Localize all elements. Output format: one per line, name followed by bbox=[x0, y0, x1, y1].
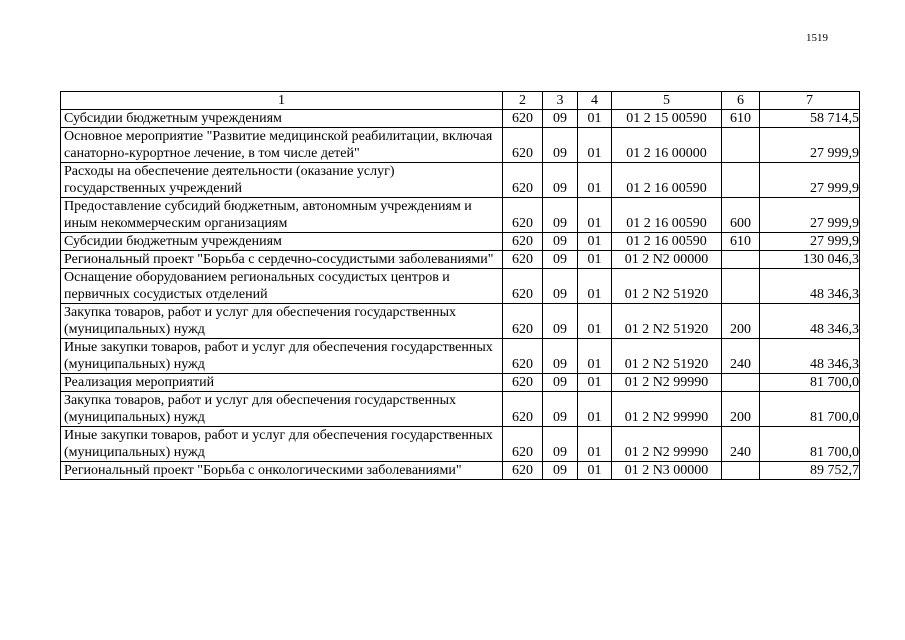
row-code-cell: 620 bbox=[503, 198, 543, 233]
row-subsection-cell: 01 bbox=[578, 233, 612, 251]
row-amount-cell: 48 346,3 bbox=[760, 304, 860, 339]
row-code-cell: 620 bbox=[503, 110, 543, 128]
row-subsection-cell: 01 bbox=[578, 304, 612, 339]
column-header: 7 bbox=[760, 92, 860, 110]
row-code-cell: 620 bbox=[503, 233, 543, 251]
row-name-cell: Закупка товаров, работ и услуг для обеспечения государственных (муниципальных) нужд bbox=[61, 304, 503, 339]
table-row bbox=[61, 128, 860, 163]
row-amount-cell: 81 700,0 bbox=[760, 392, 860, 427]
row-name-cell: Основное мероприятие "Развитие медицинской реабилитации, включая санаторно-курортное лечение, в том числе детей" bbox=[61, 128, 503, 163]
row-target-article-cell: 01 2 N2 51920 bbox=[612, 304, 722, 339]
row-code-cell: 620 bbox=[503, 251, 543, 269]
row-name-cell: Закупка товаров, работ и услуг для обеспечения государственных (муниципальных) нужд bbox=[61, 392, 503, 427]
row-code-cell: 620 bbox=[503, 374, 543, 392]
row-section-cell: 09 bbox=[543, 110, 578, 128]
column-header: 6 bbox=[722, 92, 760, 110]
row-name-cell: Реализация мероприятий bbox=[61, 374, 503, 392]
row-name-cell: Субсидии бюджетным учреждениям bbox=[61, 110, 503, 128]
row-subsection-cell: 01 bbox=[578, 374, 612, 392]
row-subsection-cell: 01 bbox=[578, 110, 612, 128]
row-target-article-cell: 01 2 N2 00000 bbox=[612, 251, 722, 269]
row-target-article-cell: 01 2 16 00590 bbox=[612, 233, 722, 251]
row-name-cell: Региональный проект "Борьба с сердечно-сосудистыми заболеваниями" bbox=[61, 251, 503, 269]
row-subsection-cell: 01 bbox=[578, 251, 612, 269]
row-amount-cell: 27 999,9 bbox=[760, 233, 860, 251]
row-name-cell: Расходы на обеспечение деятельности (оказание услуг) государственных учреждений bbox=[61, 163, 503, 198]
row-section-cell: 09 bbox=[543, 304, 578, 339]
row-target-article-cell: 01 2 N2 99990 bbox=[612, 392, 722, 427]
row-code-cell: 620 bbox=[503, 339, 543, 374]
row-target-article-cell: 01 2 N3 00000 bbox=[612, 462, 722, 480]
row-code-cell: 620 bbox=[503, 163, 543, 198]
table-body bbox=[61, 110, 860, 480]
row-section-cell: 09 bbox=[543, 462, 578, 480]
table-row bbox=[61, 392, 860, 427]
row-name-cell: Предоставление субсидий бюджетным, автономным учреждениям и иным некоммерческим организациям bbox=[61, 198, 503, 233]
row-target-article-cell: 01 2 N2 51920 bbox=[612, 269, 722, 304]
row-code-cell: 620 bbox=[503, 269, 543, 304]
row-target-article-cell: 01 2 16 00590 bbox=[612, 198, 722, 233]
row-amount-cell: 81 700,0 bbox=[760, 427, 860, 462]
page-number: 1519 bbox=[806, 32, 828, 44]
row-section-cell: 09 bbox=[543, 128, 578, 163]
row-section-cell: 09 bbox=[543, 251, 578, 269]
row-expense-type-cell bbox=[722, 269, 760, 304]
row-expense-type-cell bbox=[722, 163, 760, 198]
table-row bbox=[61, 269, 860, 304]
row-expense-type-cell: 240 bbox=[722, 427, 760, 462]
row-subsection-cell: 01 bbox=[578, 462, 612, 480]
table-row bbox=[61, 110, 860, 128]
column-header: 4 bbox=[578, 92, 612, 110]
row-subsection-cell: 01 bbox=[578, 198, 612, 233]
row-amount-cell: 27 999,9 bbox=[760, 163, 860, 198]
row-expense-type-cell: 200 bbox=[722, 392, 760, 427]
header-row bbox=[61, 92, 860, 110]
row-name-cell: Региональный проект "Борьба с онкологическими заболеваниями" bbox=[61, 462, 503, 480]
row-amount-cell: 48 346,3 bbox=[760, 339, 860, 374]
row-expense-type-cell bbox=[722, 462, 760, 480]
row-target-article-cell: 01 2 15 00590 bbox=[612, 110, 722, 128]
row-section-cell: 09 bbox=[543, 374, 578, 392]
row-amount-cell: 81 700,0 bbox=[760, 374, 860, 392]
row-code-cell: 620 bbox=[503, 462, 543, 480]
row-subsection-cell: 01 bbox=[578, 128, 612, 163]
row-section-cell: 09 bbox=[543, 339, 578, 374]
table-row bbox=[61, 462, 860, 480]
row-expense-type-cell bbox=[722, 128, 760, 163]
row-amount-cell: 27 999,9 bbox=[760, 198, 860, 233]
row-expense-type-cell: 600 bbox=[722, 198, 760, 233]
row-section-cell: 09 bbox=[543, 269, 578, 304]
column-header: 2 bbox=[503, 92, 543, 110]
row-expense-type-cell bbox=[722, 251, 760, 269]
row-subsection-cell: 01 bbox=[578, 269, 612, 304]
row-code-cell: 620 bbox=[503, 427, 543, 462]
row-code-cell: 620 bbox=[503, 304, 543, 339]
row-subsection-cell: 01 bbox=[578, 392, 612, 427]
row-section-cell: 09 bbox=[543, 233, 578, 251]
row-target-article-cell: 01 2 16 00000 bbox=[612, 128, 722, 163]
row-section-cell: 09 bbox=[543, 198, 578, 233]
row-expense-type-cell bbox=[722, 374, 760, 392]
row-name-cell: Иные закупки товаров, работ и услуг для обеспечения государственных (муниципальных) нужд bbox=[61, 339, 503, 374]
row-section-cell: 09 bbox=[543, 163, 578, 198]
row-code-cell: 620 bbox=[503, 128, 543, 163]
row-name-cell: Оснащение оборудованием региональных сосудистых центров и первичных сосудистых отделений bbox=[61, 269, 503, 304]
row-amount-cell: 48 346,3 bbox=[760, 269, 860, 304]
table-header bbox=[61, 92, 860, 110]
column-header: 5 bbox=[612, 92, 722, 110]
row-target-article-cell: 01 2 N2 51920 bbox=[612, 339, 722, 374]
table-row bbox=[61, 304, 860, 339]
budget-table bbox=[60, 91, 860, 480]
column-header: 1 bbox=[61, 92, 503, 110]
row-expense-type-cell: 200 bbox=[722, 304, 760, 339]
row-subsection-cell: 01 bbox=[578, 163, 612, 198]
table-row bbox=[61, 427, 860, 462]
row-subsection-cell: 01 bbox=[578, 427, 612, 462]
row-subsection-cell: 01 bbox=[578, 339, 612, 374]
table-row bbox=[61, 198, 860, 233]
row-section-cell: 09 bbox=[543, 427, 578, 462]
row-amount-cell: 27 999,9 bbox=[760, 128, 860, 163]
table-row bbox=[61, 374, 860, 392]
table-row bbox=[61, 251, 860, 269]
table-row bbox=[61, 339, 860, 374]
row-target-article-cell: 01 2 N2 99990 bbox=[612, 427, 722, 462]
row-amount-cell: 58 714,5 bbox=[760, 110, 860, 128]
row-expense-type-cell: 240 bbox=[722, 339, 760, 374]
column-header: 3 bbox=[543, 92, 578, 110]
row-amount-cell: 89 752,7 bbox=[760, 462, 860, 480]
row-code-cell: 620 bbox=[503, 392, 543, 427]
table-row bbox=[61, 233, 860, 251]
row-name-cell: Субсидии бюджетным учреждениям bbox=[61, 233, 503, 251]
row-expense-type-cell: 610 bbox=[722, 233, 760, 251]
row-target-article-cell: 01 2 16 00590 bbox=[612, 163, 722, 198]
row-expense-type-cell: 610 bbox=[722, 110, 760, 128]
row-amount-cell: 130 046,3 bbox=[760, 251, 860, 269]
row-section-cell: 09 bbox=[543, 392, 578, 427]
table-row bbox=[61, 163, 860, 198]
row-target-article-cell: 01 2 N2 99990 bbox=[612, 374, 722, 392]
row-name-cell: Иные закупки товаров, работ и услуг для обеспечения государственных (муниципальных) нужд bbox=[61, 427, 503, 462]
